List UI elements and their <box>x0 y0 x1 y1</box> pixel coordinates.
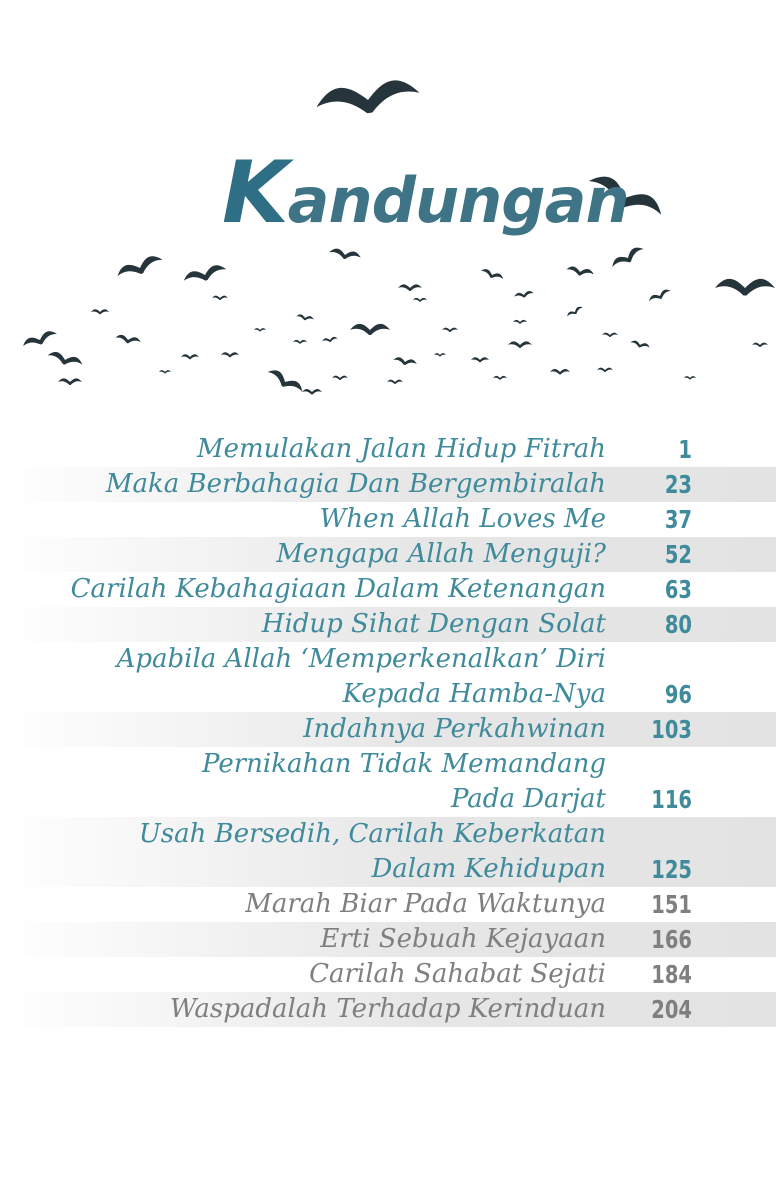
bird-silhouette <box>91 309 109 314</box>
bird-silhouette <box>46 350 83 369</box>
bird-silhouette <box>58 378 82 385</box>
bird-silhouette <box>332 376 348 380</box>
bird-silhouette <box>597 368 613 372</box>
bird-silhouette <box>493 376 507 380</box>
toc-entry-title-line-1: Usah Bersedih, Carilah Keberkatan <box>138 819 606 849</box>
toc-page-number: 151 <box>651 890 692 919</box>
toc-page-number: 103 <box>651 715 692 744</box>
bird-silhouette <box>471 357 489 362</box>
title-rest: andungan <box>287 164 629 237</box>
bird-silhouette <box>387 380 403 384</box>
toc-page-number: 96 <box>664 680 692 709</box>
toc-page-number: 52 <box>664 540 692 569</box>
bird-silhouette <box>350 324 390 335</box>
toc-page-number: 80 <box>664 610 692 639</box>
toc-entry[interactable] <box>0 537 776 572</box>
toc-entry-title: Marah Biar Pada Waktunya <box>245 889 606 919</box>
toc-entry-title: Maka Berbahagia Dan Bergembiralah <box>105 469 606 499</box>
bird-silhouette <box>221 352 239 357</box>
toc-entry-title-line-1: Apabila Allah ‘Memperkenalkan’ Diri <box>116 644 606 674</box>
toc-page-number: 184 <box>651 960 692 989</box>
bird-silhouette <box>610 244 646 271</box>
bird-silhouette <box>322 336 339 343</box>
toc-entry[interactable] <box>0 817 776 887</box>
toc-entry-title: Hidup Sihat Dengan Solat <box>261 609 606 639</box>
bird-silhouette <box>630 339 651 350</box>
toc-entry-title: Waspadalah Terhadap Kerinduan <box>169 994 606 1024</box>
bird-silhouette <box>115 253 165 282</box>
bird-silhouette <box>442 328 458 332</box>
toc-page-number: 1 <box>678 435 692 464</box>
toc-entry[interactable] <box>0 607 776 642</box>
toc-entry[interactable] <box>0 712 776 747</box>
toc-entry[interactable] <box>0 467 776 502</box>
bird-silhouette <box>296 314 315 322</box>
bird-silhouette <box>398 284 422 291</box>
table-of-contents <box>0 432 776 1027</box>
toc-entry-title: Memulakan Jalan Hidup Fitrah <box>196 434 606 464</box>
toc-entry-title-line-2: Pada Darjat <box>450 784 606 814</box>
bird-silhouette <box>508 341 532 348</box>
toc-page-number: 23 <box>664 470 692 499</box>
page-title <box>222 143 629 243</box>
toc-entry[interactable] <box>0 747 776 817</box>
bird-silhouette <box>684 376 696 379</box>
bird-silhouette <box>715 279 775 296</box>
toc-entry-title: Carilah Sahabat Sejati <box>309 959 606 989</box>
bird-silhouette <box>181 354 199 359</box>
toc-entry-title: When Allah Loves Me <box>319 504 606 534</box>
bird-silhouette <box>302 389 322 395</box>
toc-entry-title-line-2: Dalam Kehidupan <box>371 854 606 884</box>
toc-entry[interactable] <box>0 502 776 537</box>
bird-silhouette <box>413 298 427 302</box>
toc-page-number: 166 <box>651 925 692 954</box>
toc-page-number: 125 <box>651 855 692 884</box>
bird-silhouette <box>329 247 362 261</box>
bird-silhouette <box>159 370 171 373</box>
bird-silhouette <box>602 333 618 337</box>
bird-silhouette <box>115 334 142 346</box>
toc-entry-title: Erti Sebuah Kejayaan <box>320 924 606 954</box>
toc-page-number: 116 <box>651 785 692 814</box>
bird-silhouette <box>434 353 446 356</box>
toc-entry[interactable] <box>0 572 776 607</box>
bird-silhouette <box>566 305 584 318</box>
toc-page-number: 37 <box>664 505 692 534</box>
toc-entry[interactable] <box>0 432 776 467</box>
toc-entry[interactable] <box>0 887 776 922</box>
bird-silhouette <box>566 265 595 278</box>
toc-entry[interactable] <box>0 957 776 992</box>
toc-entry[interactable] <box>0 642 776 712</box>
bird-silhouette <box>513 320 527 324</box>
toc-entry-title-line-1: Pernikahan Tidak Memandang <box>202 749 606 779</box>
toc-entry-title: Carilah Kebahagiaan Dalam Ketenangan <box>70 574 606 604</box>
toc-entry-title: Mengapa Allah Menguji? <box>276 539 606 569</box>
bird-silhouette <box>550 369 570 375</box>
toc-page-number: 63 <box>664 575 692 604</box>
bird-silhouette <box>480 267 505 281</box>
bird-silhouette <box>752 343 768 347</box>
bird-silhouette <box>212 296 228 300</box>
bird-silhouette <box>514 290 535 299</box>
bird-silhouette <box>182 263 228 286</box>
bird-silhouette <box>21 329 58 351</box>
title-initial: K <box>222 143 288 243</box>
bird-silhouette <box>393 356 418 367</box>
toc-entry-title-line-2: Kepada Hamba-Nya <box>342 679 606 709</box>
bird-silhouette <box>314 77 421 120</box>
bird-silhouette <box>265 367 305 397</box>
toc-entry[interactable] <box>0 992 776 1027</box>
bird-silhouette <box>648 288 673 304</box>
toc-page-number: 204 <box>651 995 692 1024</box>
toc-entry[interactable] <box>0 922 776 957</box>
bird-silhouette <box>254 328 266 331</box>
bird-silhouette <box>293 340 307 344</box>
toc-entry-title: Indahnya Perkahwinan <box>303 714 606 744</box>
